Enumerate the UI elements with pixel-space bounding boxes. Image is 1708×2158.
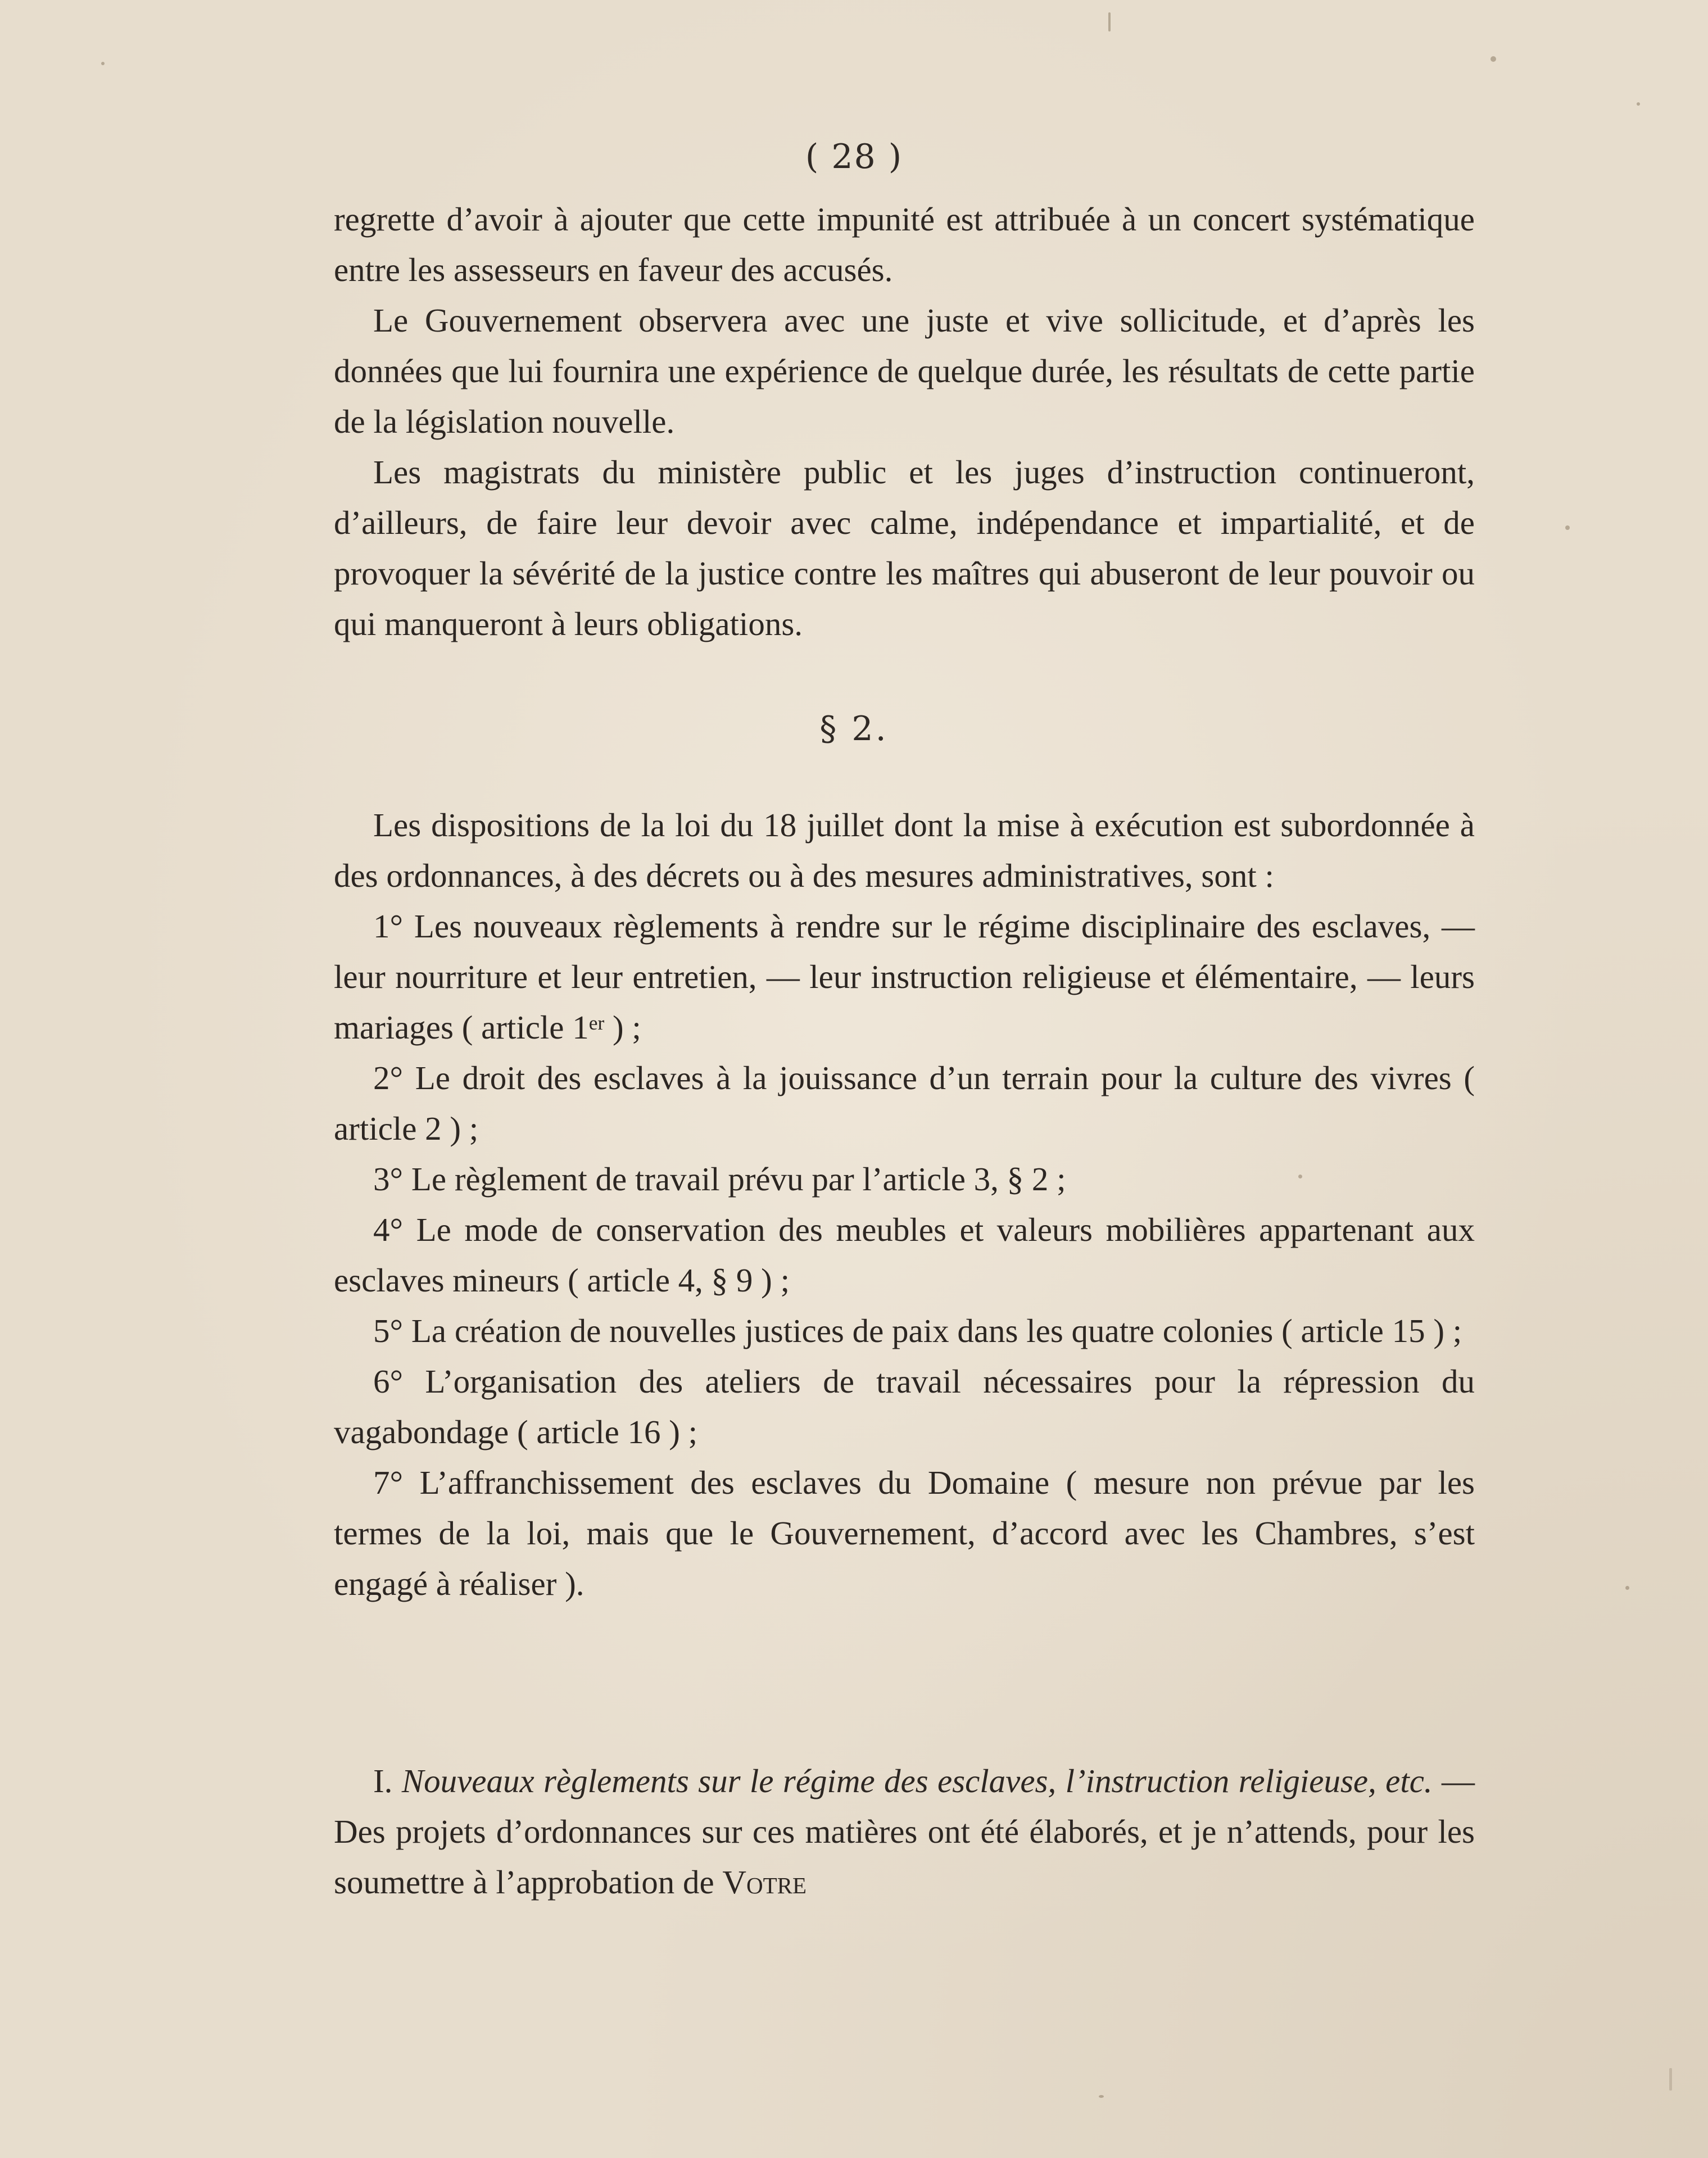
paragraph-gouvernement: Le Gouvernement observera avec une juste et vive sollicitude, et d’après les données que lui fournira une expérience de quelque durée, les résultats de cette partie de la législation nouvelle. (334, 302, 1475, 440)
list-item-3: 3° Le règlement de travail prévu par l’article 3, § 2 ; (373, 1160, 1066, 1198)
paper-speck (1298, 1175, 1302, 1178)
paper-speck (1669, 2068, 1672, 2091)
paragraph-continuation: regrette d’avoir à ajouter que cette impunité est attribuée à un concert systématique entre les assesseurs en faveur des accusés. (334, 201, 1475, 288)
text-block-reglements (334, 1756, 1475, 1907)
paper-speck (1108, 12, 1111, 31)
paper-speck (1625, 1586, 1629, 1590)
paragraph-intro: Les dispositions de la loi du 18 juillet dont la mise à exécution est subordonnée à des ordonnances, à des décrets ou à des mesures administratives, sont : (334, 806, 1475, 894)
paper-speck (1637, 102, 1640, 106)
section-heading: § 2. (819, 709, 889, 749)
list-item-1-text: 1° Les nouveaux règlements à rendre sur le régime disciplinaire des esclaves, — leur nourriture et leur entretien, — leur instruction religieuse et élémentaire, — leurs mariages ( article 1 (334, 908, 1475, 1046)
paper-speck (1565, 525, 1570, 530)
paper-speck (1099, 2095, 1104, 2098)
list-item-6: 6° L’organisation des ateliers de travail nécessaires pour la répression du vagabondage ( article 16 ) ; (334, 1363, 1475, 1450)
list-item-4: 4° Le mode de conservation des meubles et valeurs mobilières appartenant aux esclaves mineurs ( article 4, § 9 ) ; (334, 1211, 1475, 1299)
paragraph-body: — Des projets d’ordonnances sur ces matières ont été élaborés, et je n’attends, pour les soumettre à l’approbation de (334, 1762, 1475, 1901)
text-block-dispositions (334, 800, 1475, 1609)
page-number: ( 28 ) (805, 137, 903, 176)
list-item-2: 2° Le droit des esclaves à la jouissance d’un terrain pour la culture des vivres ( article 2 ) ; (334, 1059, 1475, 1147)
section-numeral: I. (373, 1762, 393, 1799)
paper-speck (101, 62, 105, 65)
list-item-1-sup: er (588, 1012, 605, 1035)
list-item-5: 5° La création de nouvelles justices de paix dans les quatre colonies ( article 15 ) ; (373, 1312, 1462, 1349)
paper-speck (1490, 56, 1496, 62)
list-item-1 (334, 901, 1475, 1053)
list-item-1-end: ) ; (604, 1009, 641, 1046)
paragraph-nouveaux-reglements (334, 1756, 1475, 1907)
paragraph-magistrats: Les magistrats du ministère public et les juges d’instruction continueront, d’ailleurs, de faire leur devoir avec calme, indépendance et impartialité, et de provoquer la sévérité de la justice contre les maîtres qui abuseront de leur pouvoir ou qui manqueront à leurs obligations. (334, 454, 1475, 642)
text-block-top (334, 194, 1475, 649)
list-item-7: 7° L’affranchissement des esclaves du Domaine ( mesure non prévue par les termes de la loi, mais que le Gouvernement, d’accord avec les Chambres, s’est engagé à réaliser ). (334, 1464, 1475, 1602)
catchword: Votre (722, 1864, 807, 1901)
italic-heading: Nouveaux règlements sur le régime des esclaves, l’instruction religieuse, etc. (401, 1762, 1433, 1799)
